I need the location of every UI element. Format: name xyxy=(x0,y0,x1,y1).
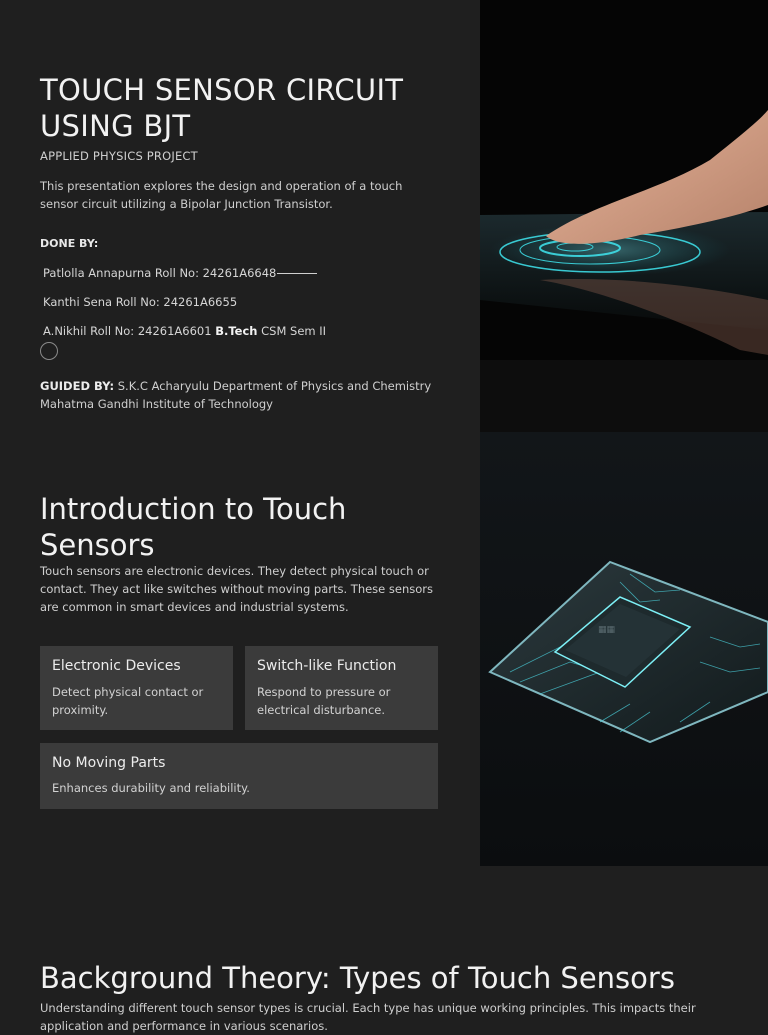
circle-icon xyxy=(40,342,58,360)
cover-subtitle: APPLIED PHYSICS PROJECT xyxy=(40,149,198,163)
divider-line xyxy=(277,273,317,274)
background-body: Understanding different touch sensor types is crucial. Each type has unique working principles. This impacts their application and performance in various scenarios. xyxy=(40,1001,696,1033)
card-text: Enhances durability and reliability. xyxy=(52,781,250,795)
card-switch-like-function xyxy=(245,646,438,730)
guided-by-label: GUIDED BY: xyxy=(40,379,115,393)
card-title: Switch-like Function xyxy=(257,658,397,674)
done-by-label: DONE BY: xyxy=(40,237,99,250)
guided-by-text: S.K.C Acharyulu Department of Physics and Chemistry Mahatma Gandhi Institute of Technology xyxy=(40,379,432,411)
member-1: Patlolla Annapurna Roll No: 24261A6648 xyxy=(43,266,277,280)
card-title: No Moving Parts xyxy=(52,755,166,771)
member-3-name: A.Nikhil Roll No: 24261A6601 xyxy=(43,324,212,338)
member-3-tail: CSM Sem II xyxy=(257,324,327,338)
card-text: Detect physical contact or proximity. xyxy=(52,685,204,717)
background-title: Background Theory: Types of Touch Sensors xyxy=(40,961,675,995)
microchip-image xyxy=(480,432,768,866)
member-3 xyxy=(43,324,326,338)
member-3-degree: B.Tech xyxy=(215,324,258,338)
finger-touch-image xyxy=(480,0,768,432)
cover-description: This presentation explores the design and operation of a touch sensor circuit utilizing a Bipolar Junction Transistor. xyxy=(40,179,403,211)
guided-by xyxy=(40,377,440,413)
card-title: Electronic Devices xyxy=(52,658,181,674)
cover-title: TOUCH SENSOR CIRCUIT USING BJT xyxy=(40,73,404,143)
intro-body: Touch sensors are electronic devices. They detect physical touch or contact. They act like switches without moving parts. These sensors are common in smart devices and industrial systems. xyxy=(40,564,434,614)
member-2: Kanthi Sena Roll No: 24261A6655 xyxy=(43,295,238,309)
card-text: Respond to pressure or electrical disturbance. xyxy=(257,685,391,717)
svg-text:▦▦: ▦▦ xyxy=(598,625,616,635)
card-electronic-devices xyxy=(40,646,233,730)
card-no-moving-parts xyxy=(40,743,438,809)
intro-title: Introduction to Touch Sensors xyxy=(40,492,347,562)
